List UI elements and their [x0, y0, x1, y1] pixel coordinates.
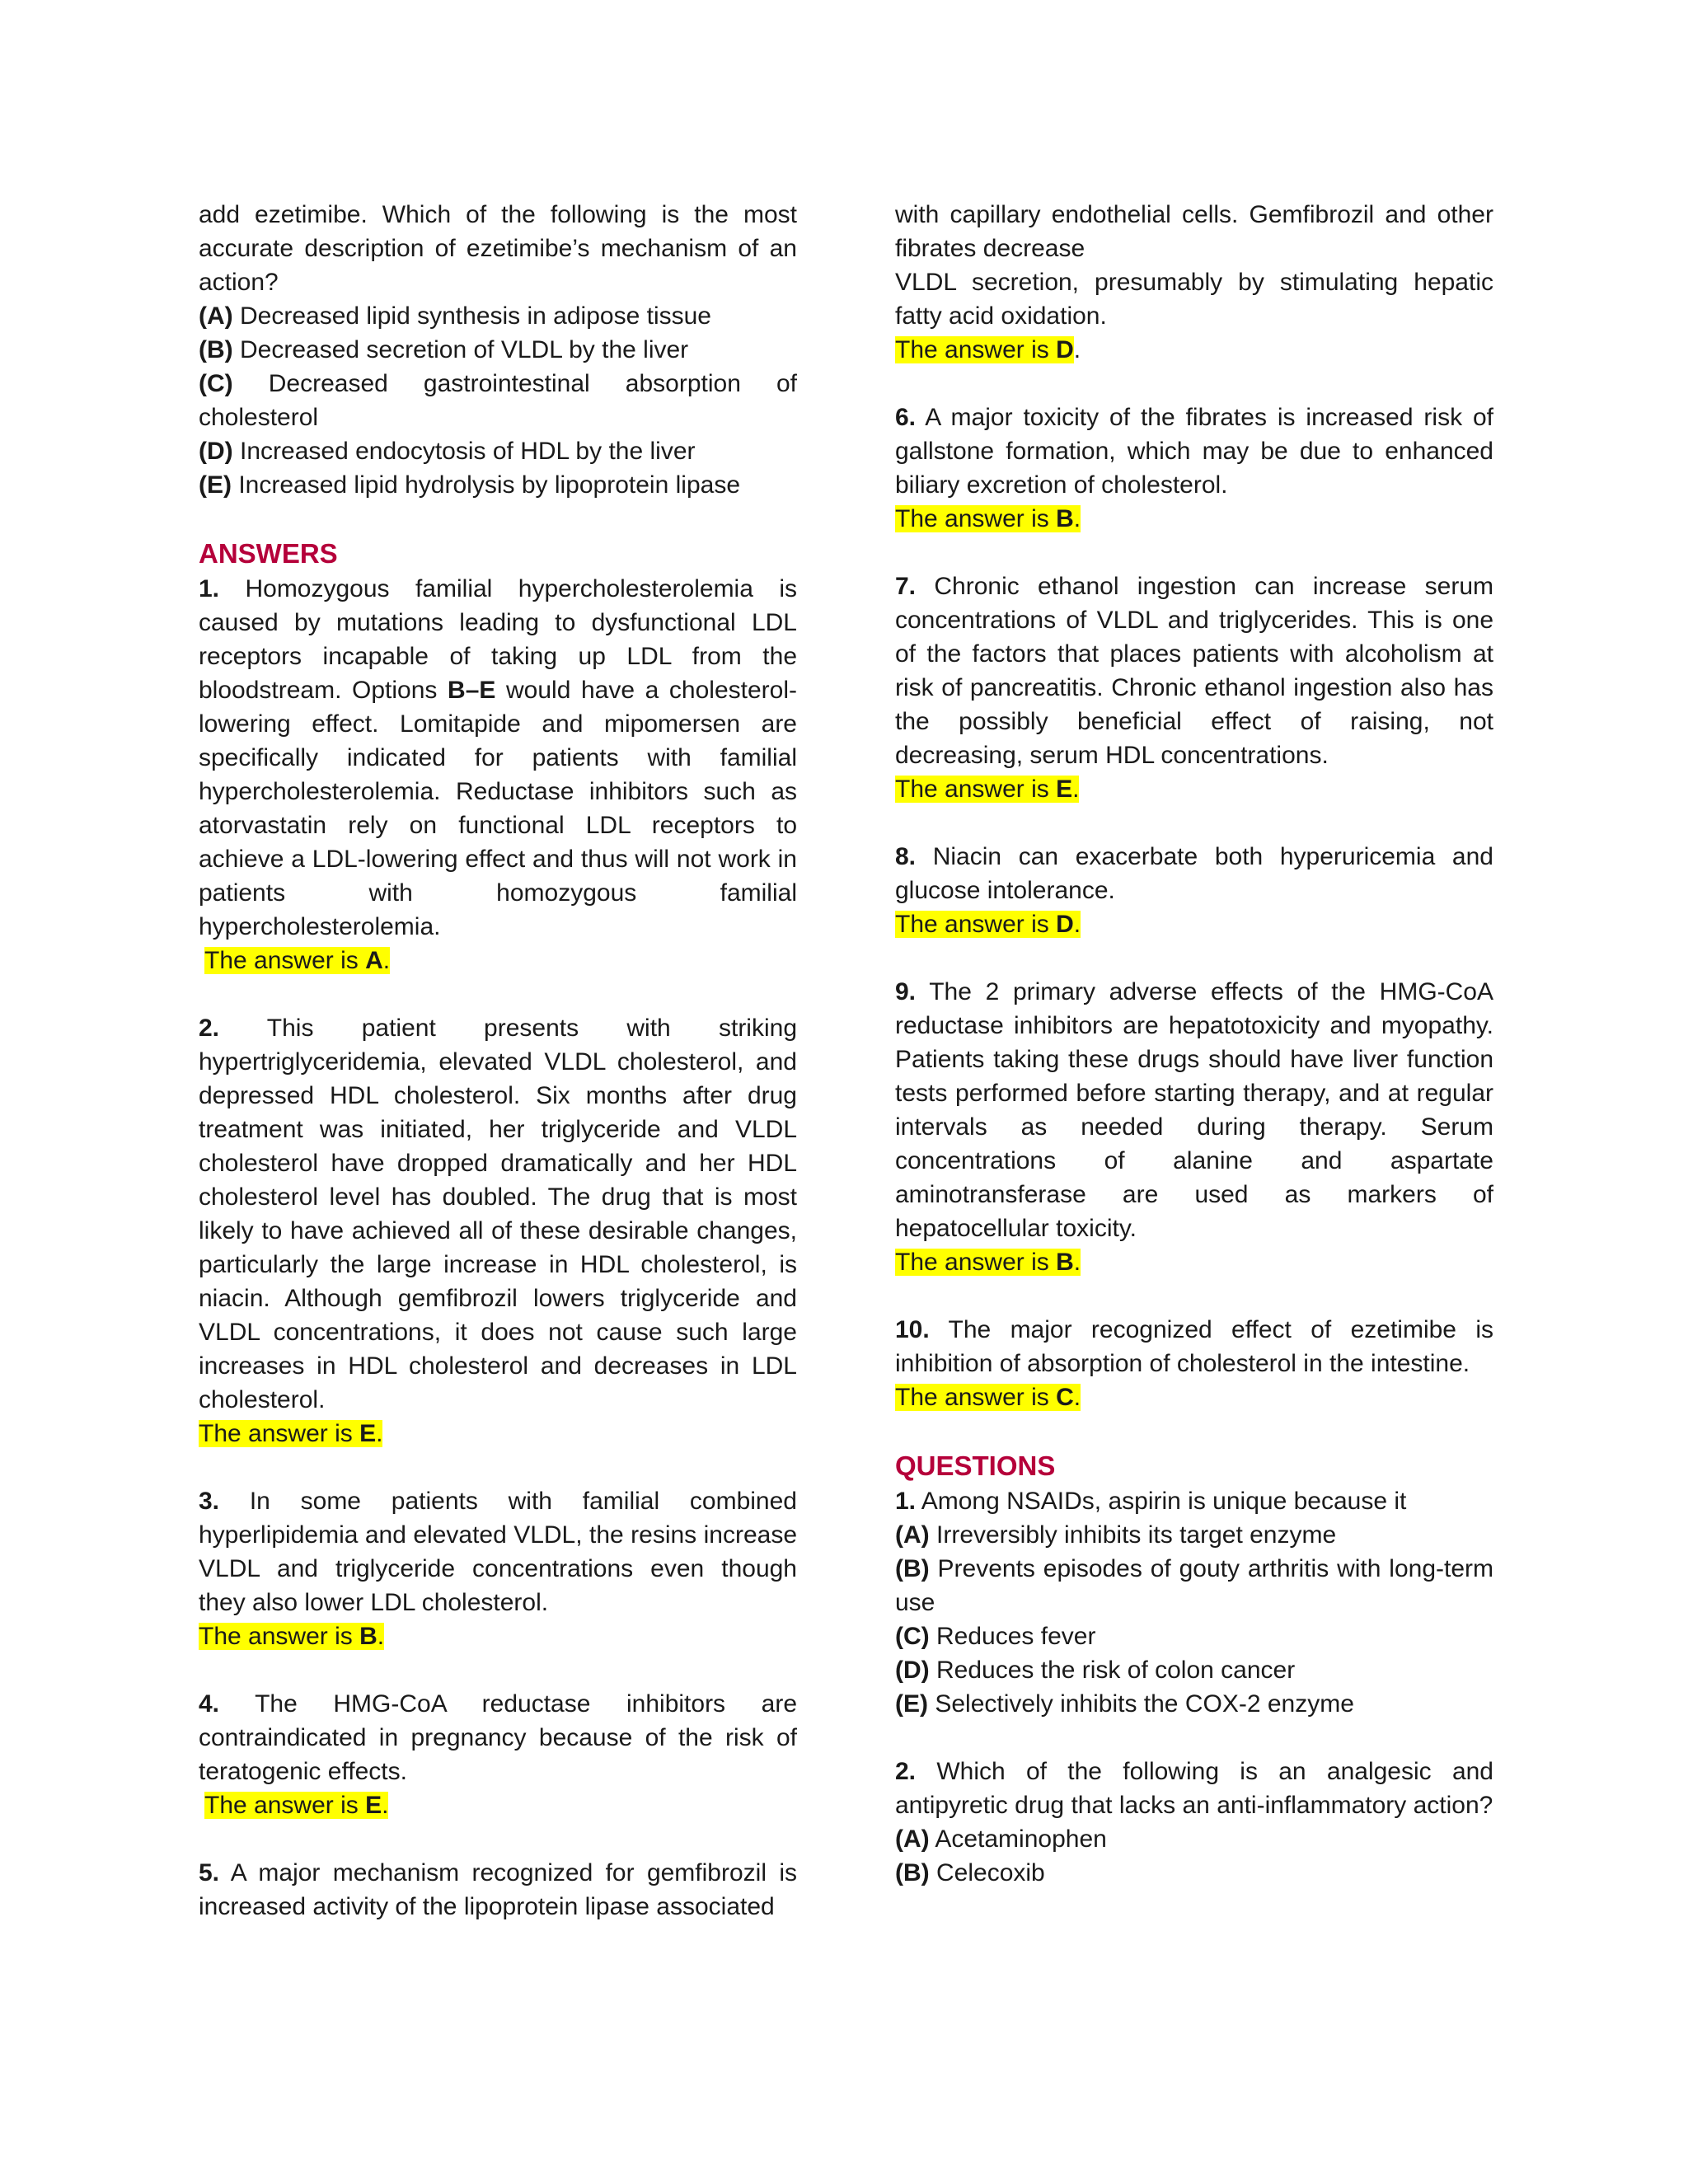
answer-5-continuation-a: with capillary endothelial cells. Gemfibrozil and other fibrates decrease [895, 201, 1493, 262]
answer-8-result: The answer is D. [895, 911, 1081, 938]
answers-heading: ANSWERS [199, 538, 338, 569]
answer-7-explanation: 7. Chronic ethanol ingestion can increase serum concentrations of VLDL and triglycerides. This is one of the factors that places patients with alcoholism at risk of pancreatitis. Chronic ethanol ingestion also has the possibly beneficial effect of raising, not decreasing, serum HDL concentrations. [895, 573, 1493, 769]
answer-1-result: The answer is A. [204, 947, 391, 974]
option-d: (D) Increased endocytosis of HDL by the liver [199, 438, 696, 465]
question-1-option-e: (E) Selectively inhibits the COX-2 enzyme [895, 1690, 1354, 1718]
questions-heading: QUESTIONS [895, 1451, 1056, 1481]
answer-3-explanation: 3. In some patients with familial combined hyperlipidemia and elevated VLDL, the resins increase VLDL and triglyceride concentrations even though they also lower LDL cholesterol. [199, 1488, 797, 1616]
right-column [895, 198, 1493, 1890]
answer-5-explanation: 5. A major mechanism recognized for gemfibrozil is increased activity of the lipoprotein lipase associated [199, 1859, 797, 1920]
answer-6-result: The answer is B. [895, 505, 1081, 532]
option-a: (A) Decreased lipid synthesis in adipose tissue [199, 302, 711, 330]
answer-2-result: The answer is E. [199, 1420, 383, 1447]
answer-7-result: The answer is E. [895, 776, 1080, 803]
answer-9-result: The answer is B. [895, 1249, 1081, 1276]
question-2-stem: 2. Which of the following is an analgesic and antipyretic drug that lacks an anti-inflammatory action? [895, 1758, 1493, 1819]
question-1-stem: 1. Among NSAIDs, aspirin is unique because it [895, 1488, 1407, 1515]
question-1-option-c: (C) Reduces fever [895, 1623, 1096, 1650]
answer-6-explanation: 6. A major toxicity of the fibrates is increased risk of gallstone formation, which may be due to enhanced biliary excretion of cholesterol. [895, 404, 1493, 499]
answer-2-explanation: 2. This patient presents with striking hypertriglyceridemia, elevated VLDL cholesterol, and depressed HDL cholesterol. Six months after drug treatment was initiated, her triglyceride and VLDL cholesterol have dropped dramatically and her HDL cholesterol level has doubled. The drug that is most likely to have achieved all of these desirable changes, particularly the large increase in HDL cholesterol, is niacin. Although gemfibrozil lowers triglyceride and VLDL concentrations, it does not cause such large increases in HDL cholesterol and decreases in LDL cholesterol. [199, 1015, 798, 1413]
answer-4-result: The answer is E. [204, 1792, 389, 1819]
answer-9-explanation: 9. The 2 primary adverse effects of the HMG-CoA reductase inhibitors are hepatotoxicity and myopathy. Patients taking these drugs should have liver function tests performed before starting therapy, and at regular intervals as needed during therapy. Serum concentrations of alanine and aspartate aminotransferase are used as markers of hepatocellular toxicity. [895, 978, 1494, 1242]
question-2-option-b: (B) Celecoxib [895, 1859, 1045, 1886]
answer-10-explanation: 10. The major recognized effect of ezetimibe is inhibition of absorption of cholesterol in the intestine. [895, 1316, 1493, 1377]
option-e: (E) Increased lipid hydrolysis by lipoprotein lipase [199, 471, 741, 499]
question-stem-continuation: add ezetimibe. Which of the following is the most accurate description of ezetimibe’s mechanism of an action? [199, 201, 797, 296]
answer-5-continuation-b: VLDL secretion, presumably by stimulating hepatic fatty acid oxidation. [895, 269, 1493, 330]
question-1-option-a: (A) Irreversibly inhibits its target enzyme [895, 1521, 1337, 1549]
answer-10-result: The answer is C. [895, 1384, 1081, 1411]
option-b: (B) Decreased secretion of VLDL by the liver [199, 336, 689, 363]
question-1-option-b: (B) Prevents episodes of gouty arthritis with long-term use [895, 1555, 1493, 1616]
answer-3-result: The answer is B. [199, 1623, 385, 1650]
answer-5-result: The answer is D. [895, 336, 1081, 363]
question-1-option-d: (D) Reduces the risk of colon cancer [895, 1657, 1296, 1684]
answer-4-explanation: 4. The HMG-CoA reductase inhibitors are contraindicated in pregnancy because of the risk of teratogenic effects. [199, 1690, 798, 1785]
option-c: (C) Decreased gastrointestinal absorption of cholesterol [199, 370, 797, 431]
left-column [199, 198, 797, 1924]
answer-1-explanation: 1. Homozygous familial hypercholesterolemia is caused by mutations leading to dysfunctional LDL receptors incapable of taking up LDL from the bloodstream. Options B–E would have a cholesterol-lowering effect. Lomitapide and mipomersen are specifically indicated for patients with familial hypercholesterolemia. Reductase inhibitors such as atorvastatin rely on functional LDL receptors to achieve a LDL-lowering effect and thus will not work in patients with homozygous familial hypercholesterolemia. [199, 575, 798, 940]
answer-8-explanation: 8. Niacin can exacerbate both hyperuricemia and glucose intolerance. [895, 843, 1493, 904]
question-2-option-a: (A) Acetaminophen [895, 1825, 1107, 1853]
